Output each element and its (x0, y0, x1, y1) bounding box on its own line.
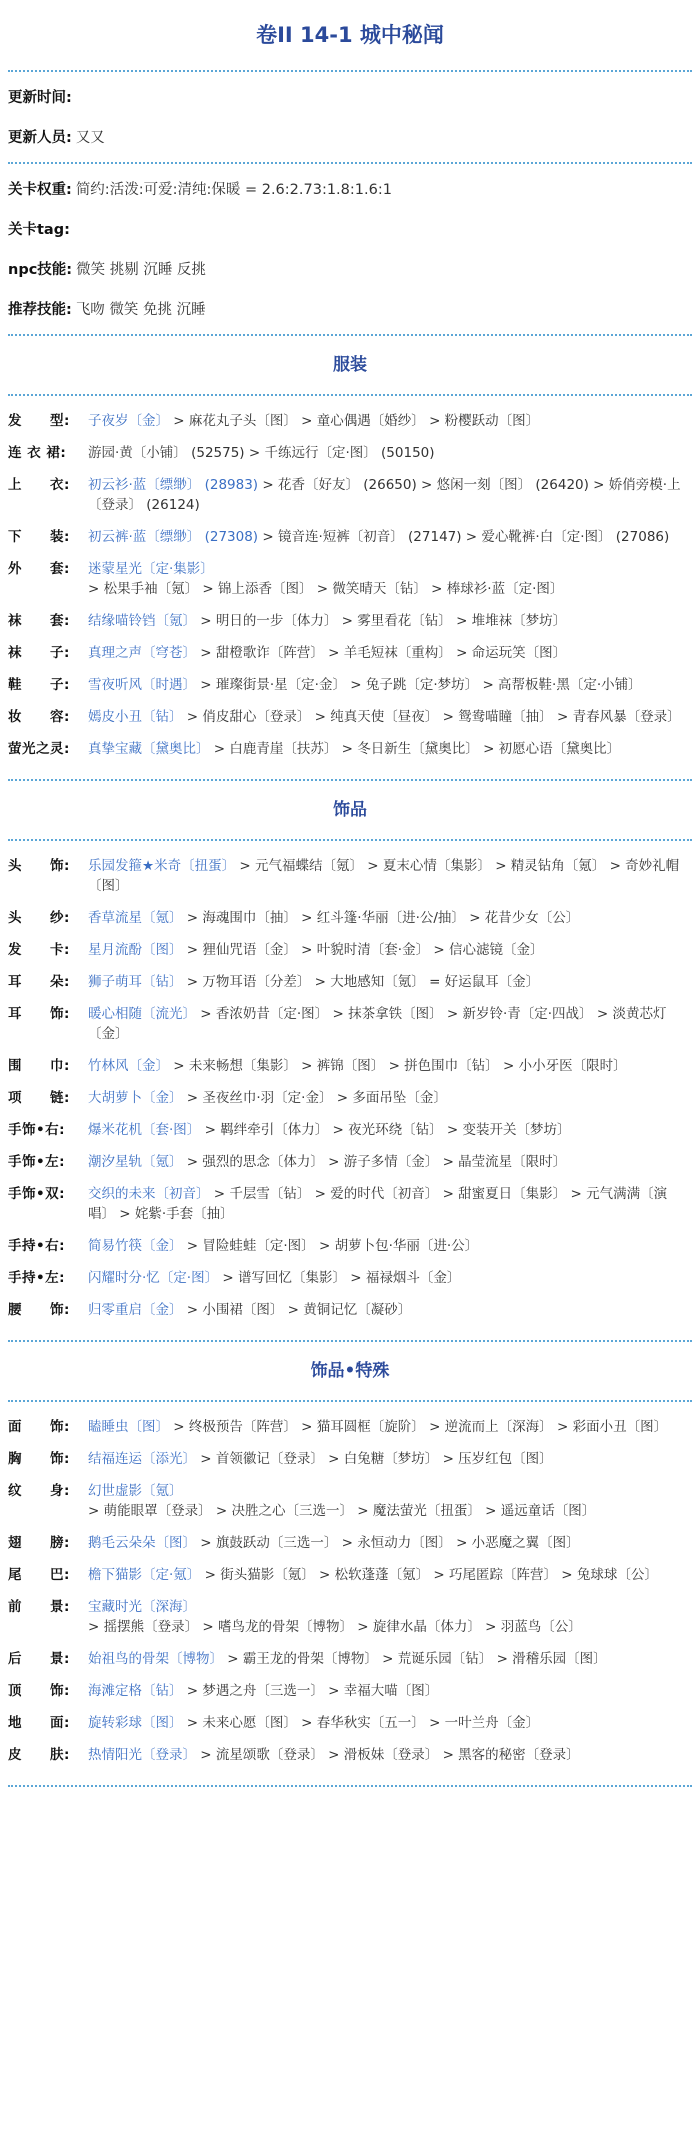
alternatives: > 萌能眼罩〔登录〕 > 决胜之心〔三选一〕 > 魔法萤光〔扭蛋〕 > 遥远童话〔图〕 (88, 1503, 596, 1519)
alternatives: > 松果手袖〔氪〕 > 锦上添香〔图〕 > 微笑晴天〔钻〕 > 棒球衫·蓝〔定·图〕 (88, 581, 564, 597)
meta-weights (8, 170, 692, 210)
slot-row (8, 1481, 692, 1521)
slot-items (88, 675, 692, 695)
slot-items (88, 972, 692, 992)
slot-row (8, 707, 692, 727)
slot-row (8, 643, 692, 663)
slot-label: 手饰•左: (8, 1154, 66, 1170)
top-pick: 檐下猫影〔定·氪〕 (88, 1567, 201, 1583)
alternatives: > 麻花丸子头〔图〕 > 童心偶遇〔婚纱〕 > 粉樱跃动〔图〕 (169, 413, 540, 429)
meta-block (8, 72, 692, 162)
slot-row (8, 1120, 692, 1140)
meta-key: 更新人员: (8, 130, 72, 146)
slot-row (8, 1533, 692, 1553)
slot-label: 头 纱: (8, 910, 70, 926)
alternatives: > 甜橙歌诈〔阵营〕 > 羊毛短袜〔重构〕 > 命运玩笑〔图〕 (196, 645, 567, 661)
slot-row (8, 940, 692, 960)
slot-row (8, 1449, 692, 1469)
top-pick: 大胡萝卜〔金〕 (88, 1090, 183, 1106)
alternatives: > 千层雪〔钻〕 > 爱的时代〔初音〕 > 甜蜜夏日〔集影〕 > 元气满满〔演唱〕 > 姹紫·手套〔抽〕 (88, 1186, 668, 1222)
slot-items (88, 1597, 692, 1637)
slot-label: 外 套: (8, 561, 70, 577)
section-heading: 饰品•特殊 (310, 1361, 390, 1381)
alternatives: > 未来畅想〔集影〕 > 裤锦〔图〕 > 拼色围巾〔钻〕 > 小小牙医〔限时〕 (169, 1058, 627, 1074)
slot-label: 面 饰: (8, 1419, 70, 1435)
meta-update-time (8, 78, 692, 118)
slot-label: 围 巾: (8, 1058, 70, 1074)
slot-label: 项 链: (8, 1090, 70, 1106)
meta-tag (8, 210, 692, 250)
slot-row (8, 1088, 692, 1108)
top-pick: 雪夜听风〔时遇〕 (88, 677, 196, 693)
slot-items (88, 1417, 692, 1437)
slot-items (88, 1713, 692, 1733)
top-pick: 结缘喵铃铛〔氪〕 (88, 613, 196, 629)
slot-row (8, 527, 692, 547)
slot-row (8, 1184, 692, 1224)
slot-items (88, 1088, 692, 1108)
alternatives: > 万物耳语〔分差〕 > 大地感知〔氪〕 = 好运鼠耳〔金〕 (182, 974, 540, 990)
top-pick: 海滩定格〔钻〕 (88, 1683, 183, 1699)
meta-key: 更新时间: (8, 90, 72, 106)
slot-label: 耳 朵: (8, 974, 70, 990)
slot-label: 地 面: (8, 1715, 70, 1731)
top-pick: 迷蒙星光〔定·集影〕 (88, 561, 214, 577)
top-pick: 瞌睡虫〔图〕 (88, 1419, 169, 1435)
slot-row (8, 1004, 692, 1044)
slot-label: 手饰•右: (8, 1122, 66, 1138)
slot-items (88, 1565, 692, 1585)
page-title: 卷II 14-1 城中秘闻 (256, 23, 444, 47)
slot-items (88, 1481, 692, 1521)
alternatives: > 羁绊牵引〔体力〕 > 夜光环绕〔钻〕 > 变装开关〔梦坊〕 (200, 1122, 571, 1138)
slot-items (88, 1745, 692, 1765)
slot-row (8, 1681, 692, 1701)
slot-label: 上 衣: (8, 477, 70, 493)
meta-updater (8, 118, 692, 158)
slot-row (8, 443, 692, 463)
slot-items (88, 1268, 692, 1288)
top-pick: 简易竹筷〔金〕 (88, 1238, 183, 1254)
top-pick: 交织的未来〔初音〕 (88, 1186, 210, 1202)
slot-items (88, 611, 692, 631)
alternatives: 游园·黄〔小铺〕 (52575) > 千练远行〔定·图〕 (50150) (88, 445, 435, 461)
alternatives: > 冒险蛙蛙〔定·图〕 > 胡萝卜包·华丽〔进·公〕 (182, 1238, 479, 1254)
alternatives: > 海魂围巾〔抽〕 > 红斗篷·华丽〔进·公/抽〕 > 花昔少女〔公〕 (182, 910, 580, 926)
alternatives: > 街头猫影〔氪〕 > 松软蓬蓬〔氪〕 > 巧尾匿踪〔阵营〕 > 兔球球〔公〕 (200, 1567, 658, 1583)
slot-row (8, 739, 692, 759)
slot-label: 萤光之灵: (8, 741, 70, 757)
slot-row (8, 1597, 692, 1637)
slot-label: 翅 膀: (8, 1535, 70, 1551)
slot-label: 前 景: (8, 1599, 70, 1615)
slot-row (8, 1417, 692, 1437)
slot-row (8, 1268, 692, 1288)
slot-items (88, 1236, 692, 1256)
meta-value: 简约:活泼:可爱:清纯:保暖 = 2.6:2.73:1.8:1.6:1 (75, 182, 392, 198)
slot-label: 皮 肤: (8, 1747, 70, 1763)
alternatives: > 俏皮甜心〔登录〕 > 纯真天使〔昼夜〕 > 鸳鸯喵瞳〔抽〕 > 青春风暴〔登录〕 (182, 709, 681, 725)
slot-label: 发 卡: (8, 942, 70, 958)
slot-label: 手饰•双: (8, 1186, 66, 1202)
slot-items (88, 1649, 692, 1669)
meta-key: 关卡权重: (8, 182, 72, 198)
meta-recommended-skills (8, 290, 692, 330)
slot-label: 胸 饰: (8, 1451, 70, 1467)
slot-items (88, 559, 692, 599)
slot-items (88, 739, 692, 759)
top-pick: 宝藏时光〔深海〕 (88, 1599, 196, 1615)
top-pick: 真理之声〔穹苍〕 (88, 645, 196, 661)
section-rows (8, 841, 692, 1340)
top-pick: 爆米花机〔套·图〕 (88, 1122, 201, 1138)
top-pick: 潮汐星轨〔氪〕 (88, 1154, 183, 1170)
section-rows (8, 396, 692, 779)
slot-label: 下 装: (8, 529, 70, 545)
slot-row (8, 611, 692, 631)
slot-items (88, 707, 692, 727)
slot-label: 手持•右: (8, 1238, 66, 1254)
slot-row (8, 475, 692, 515)
slot-items (88, 475, 692, 515)
sections-container (8, 336, 692, 1787)
slot-row (8, 1565, 692, 1585)
slot-row (8, 559, 692, 599)
alternatives: > 小围裙〔图〕 > 黄铜记忆〔凝砂〕 (182, 1302, 412, 1318)
slot-label: 腰 饰: (8, 1302, 70, 1318)
top-pick: 初云裤·蓝〔缥缈〕 (27308) (88, 529, 259, 545)
slot-items (88, 940, 692, 960)
top-pick: 结福连运〔添光〕 (88, 1451, 196, 1467)
slot-label: 发 型: (8, 413, 70, 429)
slot-label: 头 饰: (8, 858, 70, 874)
top-pick: 真挚宝藏〔黛奥比〕 (88, 741, 210, 757)
slot-label: 后 景: (8, 1651, 70, 1667)
slot-items (88, 411, 692, 431)
top-pick: 星月流酚〔图〕 (88, 942, 183, 958)
top-pick: 乐园发箍★米奇〔扭蛋〕 (88, 858, 236, 874)
slot-label: 纹 身: (8, 1483, 70, 1499)
alternatives: > 首领徽记〔登录〕 > 白兔糖〔梦坊〕 > 压岁红包〔图〕 (196, 1451, 553, 1467)
alternatives: > 强烈的思念〔体力〕 > 游子多情〔金〕 > 晶莹流星〔限时〕 (182, 1154, 567, 1170)
slot-row (8, 908, 692, 928)
slot-row (8, 856, 692, 896)
slot-label: 妆 容: (8, 709, 70, 725)
alternatives: > 白鹿青崖〔扶苏〕 > 冬日新生〔黛奥比〕 > 初愿心语〔黛奥比〕 (209, 741, 621, 757)
slot-items (88, 1533, 692, 1553)
slot-row (8, 411, 692, 431)
alternatives: > 摇摆熊〔登录〕 > 嗜鸟龙的骨架〔博物〕 > 旋律水晶〔体力〕 > 羽蓝鸟〔公〕 (88, 1619, 582, 1635)
slot-label: 袜 套: (8, 613, 70, 629)
slot-items (88, 1004, 692, 1044)
top-pick: 香草流星〔氪〕 (88, 910, 183, 926)
alternatives: > 狸仙咒语〔金〕 > 叶貌时清〔套·金〕 > 信心滤镜〔金〕 (182, 942, 544, 958)
top-pick: 嫣皮小丑〔钻〕 (88, 709, 183, 725)
slot-items (88, 527, 692, 547)
meta-key: npc技能: (8, 262, 73, 278)
divider (8, 1785, 692, 1787)
slot-row (8, 1649, 692, 1669)
slot-row (8, 972, 692, 992)
slot-row (8, 1056, 692, 1076)
slot-items (88, 643, 692, 663)
top-pick: 幻世虚影〔氪〕 (88, 1483, 183, 1499)
alternatives: > 梦遇之舟〔三选一〕 > 幸福大喵〔图〕 (182, 1683, 439, 1699)
alternatives: > 终极预告〔阵营〕 > 猫耳圆框〔旋阶〕 > 逆流而上〔深海〕 > 彩面小丑〔图〕 (169, 1419, 668, 1435)
alternatives: > 谱写回忆〔集影〕 > 福禄烟斗〔金〕 (218, 1270, 461, 1286)
slot-items (88, 1120, 692, 1140)
top-pick: 初云衫·蓝〔缥缈〕 (28983) (88, 477, 259, 493)
top-pick: 闪耀时分·忆〔定·图〕 (88, 1270, 219, 1286)
slot-items (88, 443, 692, 463)
top-pick: 暖心相随〔流光〕 (88, 1006, 196, 1022)
level-info-block (8, 164, 692, 334)
alternatives: > 明日的一步〔体力〕 > 雾里看花〔钻〕 > 堆堆袜〔梦坊〕 (196, 613, 567, 629)
slot-row (8, 1745, 692, 1765)
slot-items (88, 1184, 692, 1224)
alternatives: > 未来心愿〔图〕 > 春华秋实〔五一〕 > 一叶兰舟〔金〕 (182, 1715, 540, 1731)
slot-label: 袜 子: (8, 645, 70, 661)
slot-label: 鞋 子: (8, 677, 70, 693)
alternatives: > 流星颂歌〔登录〕 > 滑板妹〔登录〕 > 黑客的秘密〔登录〕 (196, 1747, 580, 1763)
slot-row (8, 675, 692, 695)
top-pick: 热情阳光〔登录〕 (88, 1747, 196, 1763)
top-pick: 竹林风〔金〕 (88, 1058, 169, 1074)
meta-value: 飞吻 微笑 免挑 沉睡 (75, 302, 206, 318)
alternatives: > 霸王龙的骨架〔博物〕 > 荒诞乐园〔钻〕 > 滑稽乐园〔图〕 (223, 1651, 607, 1667)
slot-row (8, 1152, 692, 1172)
slot-items (88, 1300, 692, 1320)
meta-key: 推荐技能: (8, 302, 72, 318)
slot-row (8, 1236, 692, 1256)
alternatives: > 香浓奶昔〔定·图〕 > 抹茶拿铁〔图〕 > 新岁铃·青〔定·四战〕 > 淡黄芯灯〔金〕 (88, 1006, 667, 1042)
slot-label: 连 衣 裙: (8, 445, 67, 461)
section-heading: 饰品 (333, 800, 367, 820)
slot-label: 顶 饰: (8, 1683, 70, 1699)
alternatives: > 镜音连·短裤〔初音〕 (27147) > 爱心靴裤·白〔定·图〕 (27086) (258, 529, 670, 545)
meta-value: 微笑 挑剔 沉睡 反挑 (76, 262, 206, 278)
top-pick: 始祖鸟的骨架〔博物〕 (88, 1651, 223, 1667)
alternatives: > 旗鼓跃动〔三选一〕 > 永恒动力〔图〕 > 小恶魔之翼〔图〕 (196, 1535, 580, 1551)
top-pick: 归零重启〔金〕 (88, 1302, 183, 1318)
slot-items (88, 1056, 692, 1076)
slot-items (88, 1681, 692, 1701)
meta-value: 又又 (75, 130, 105, 146)
slot-items (88, 1152, 692, 1172)
slot-items (88, 908, 692, 928)
slot-items (88, 1449, 692, 1469)
alternatives: > 圣夜丝巾·羽〔定·金〕 > 多面吊坠〔金〕 (182, 1090, 447, 1106)
top-pick: 鹅毛云朵朵〔图〕 (88, 1535, 196, 1551)
slot-label: 耳 饰: (8, 1006, 70, 1022)
alternatives: > 璀璨街景·星〔定·金〕 > 兔子跳〔定·梦坊〕 > 高帮板鞋·黑〔定·小铺〕 (196, 677, 642, 693)
section-heading: 服装 (333, 355, 367, 375)
slot-row (8, 1300, 692, 1320)
top-pick: 旋转彩球〔图〕 (88, 1715, 183, 1731)
alternatives: > 花香〔好友〕 (26650) > 悠闲一刻〔图〕 (26420) > 娇俏旁模·上〔登录〕 (26124) (88, 477, 681, 513)
section-rows (8, 1402, 692, 1785)
meta-key: 关卡tag: (8, 222, 70, 238)
top-pick: 子夜岁〔金〕 (88, 413, 169, 429)
slot-row (8, 1713, 692, 1733)
slot-items (88, 856, 692, 896)
slot-label: 手持•左: (8, 1270, 66, 1286)
slot-label: 尾 巴: (8, 1567, 70, 1583)
meta-npc-skills (8, 250, 692, 290)
alternatives: > 元气福蝶结〔氪〕 > 夏末心情〔集影〕 > 精灵钻角〔氪〕 > 奇妙礼帽〔图〕 (88, 858, 680, 894)
top-pick: 狮子萌耳〔钻〕 (88, 974, 183, 990)
